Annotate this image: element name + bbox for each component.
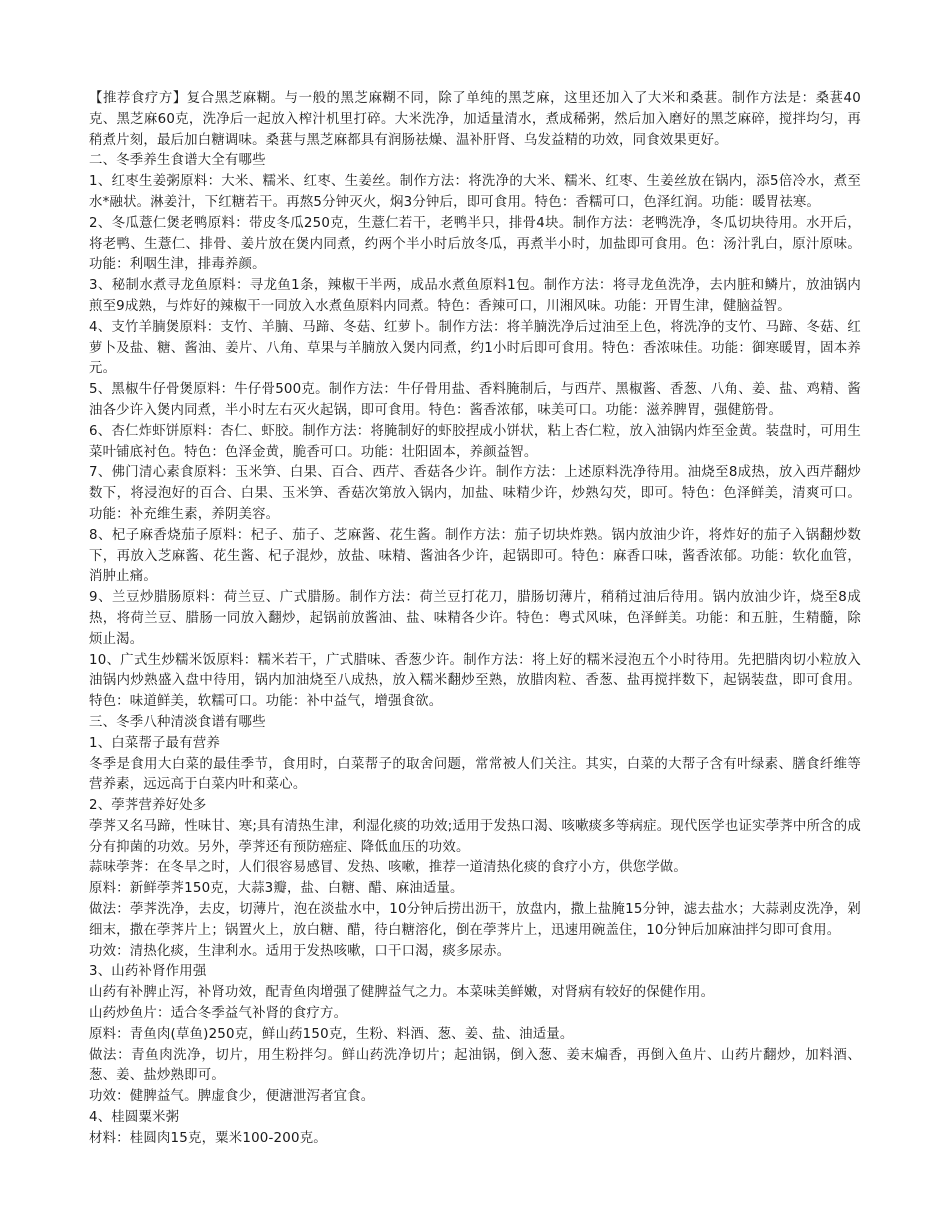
paragraph-cabbage: 冬季是食用大白菜的最佳季节，食用时，白菜帮子的取舍问题，常常被人们关注。其实，白菜的大帮子含有叶绿素、膳食纤维等营养素，远远高于白菜内叶和菜心。 bbox=[89, 756, 861, 793]
paragraph-yam: 山药有补脾止泻，补肾功效，配青鱼肉增强了健脾益气之力。本菜味美鲜嫩，对肾病有较好的保健作用。 bbox=[89, 985, 715, 1001]
recipe-item-1: 1、红枣生姜粥原料：大米、糯米、红枣、生姜丝。制作方法：将洗净的大米、糯米、红枣、生姜丝放在锅内，添5倍冷水，煮至水*融状。淋姜汁，下红糖若干。再熬5分钟灭火，焖3分钟后，即可食用。特色：香糯可口，色泽红润。功能：暖胃祛寒。 bbox=[89, 174, 861, 210]
recipe-item-5: 5、黑椒牛仔骨煲原料：牛仔骨500克。制作方法：牛仔骨用盐、香料腌制后，与西芹、黑椒酱、香葱、八角、姜、盐、鸡精、酱油各少许入煲内同煮，半小时左右灭火起锅，即可食用。特色：酱香浓郁，味美可口。功能：滋养脾胃，强健筋骨。 bbox=[89, 382, 861, 418]
recipe-item-3: 3、秘制水煮寻龙鱼原料：寻龙鱼1条，辣椒干半两，成品水煮鱼原料1包。制作方法：将寻龙鱼洗净，去内脏和鳞片，放油锅内煎至9成熟，与炸好的辣椒干一同放入水煮鱼原料内同煮。特色：香辣可口，川湘风味。功能：开胃生津，健脑益智。 bbox=[89, 278, 861, 314]
subheading-cabbage: 1、白菜帮子最有营养 bbox=[89, 735, 221, 751]
document-body bbox=[89, 89, 861, 1150]
paragraph-method-2: 做法：青鱼肉洗净，切片，用生粉拌匀。鲜山药洗净切片；起油锅，倒入葱、姜末煸香，再倒入鱼片、山药片翻炒，加料酒、葱、姜、盐炒熟即可。 bbox=[89, 1047, 861, 1084]
section-heading-winter-recipes: 二、冬季养生食谱大全有哪些 bbox=[89, 153, 266, 169]
paragraph-recommended-remedy: 【推荐食疗方】复合黑芝麻糊。与一般的黑芝麻糊不同，除了单纯的黑芝麻，这里还加入了大米和桑葚。制作方法是：桑葚40克、黑芝麻60克，洗净后一起放入榨汁机里打碎。大米洗净，加适量清水，煮成稀粥，然后加入磨好的黑芝麻碎，搅拌均匀，再稍煮片刻，最后加白糖调味。桑葚与黑芝麻都具有润肠祛燥、温补肝肾、乌发益精的功效，同食效果更好。 bbox=[89, 91, 861, 148]
paragraph-water-chestnut: 荸荠又名马蹄，性味甘、寒;具有清热生津，利湿化痰的功效;适用于发热口渴、咳嗽痰多等病症。现代医学也证实荸荠中所含的成分有抑菌的功效。另外，荸荠还有预防癌症、降低血压的功效。 bbox=[89, 818, 861, 855]
recipe-item-2: 2、冬瓜薏仁煲老鸭原料：带皮冬瓜250克，生薏仁若干，老鸭半只，排骨4块。制作方法：老鸭洗净，冬瓜切块待用。水开后，将老鸭、生薏仁、排骨、姜片放在煲内同煮，约两个半小时后放冬瓜，再煮半小时，加盐即可食用。色：汤汁乳白，原汁原味。功能：利咽生津，排毒养颜。 bbox=[89, 215, 861, 273]
subheading-longan-porridge: 4、桂圆粟米粥 bbox=[89, 1110, 180, 1126]
paragraph-effect-2: 功效：健脾益气。脾虚食少，便溏泄泻者宜食。 bbox=[89, 1089, 375, 1105]
paragraph-materials: 材料：桂圆肉15克，粟米100-200克。 bbox=[89, 1130, 327, 1146]
recipe-item-9: 9、兰豆炒腊肠原料：荷兰豆、广式腊肠。制作方法：荷兰豆打花刀，腊肠切薄片，稍稍过油后待用。锅内放油少许，烧至8成热，将荷兰豆、腊肠一同放入翻炒，起锅前放酱油、盐、味精各少许。特色：粤式风味，色泽鲜美。功能：和五脏，生精髓，除烦止渴。 bbox=[89, 590, 861, 647]
subheading-yam: 3、山药补肾作用强 bbox=[89, 964, 207, 980]
paragraph-method-1: 做法：荸荠洗净，去皮，切薄片，泡在淡盐水中，10分钟后捞出沥干，放盘内，撒上盐腌15分钟，滤去盐水；大蒜剥皮洗净，剁细末，撒在荸荠片上；锅置火上，放白糖、醋，待白糖溶化，倒在荸荠片上，迅速用碗盖住，10分钟后加麻油拌匀即可食用。 bbox=[89, 902, 861, 938]
recipe-item-8: 8、杞子麻香烧茄子原料：杞子、茄子、芝麻酱、花生酱。制作方法：茄子切块炸熟。锅内放油少许，将炸好的茄子入锅翻炒数下，再放入芝麻酱、花生酱、杞子混炒，放盐、味精、酱油各少许，起锅即可。特色：麻香口味，酱香浓郁。功能：软化血管，消肿止痛。 bbox=[89, 527, 861, 585]
paragraph-ingredients-1: 原料：新鲜荸荠150克，大蒜3瓣，盐、白糖、醋、麻油适量。 bbox=[89, 881, 464, 897]
paragraph-ingredients-2: 原料：青鱼肉(草鱼)250克，鲜山药150克，生粉、料酒、葱、姜、盐、油适量。 bbox=[89, 1026, 574, 1042]
subheading-water-chestnut: 2、荸荠营养好处多 bbox=[89, 798, 207, 814]
recipe-item-6: 6、杏仁炸虾饼原料：杏仁、虾胶。制作方法：将腌制好的虾胶捏成小饼状，粘上杏仁粒，放入油锅内炸至金黄。装盘时，可用生菜叶铺底衬色。特色：色泽金黄，脆香可口。功能：壮阳固本，养颜益智。 bbox=[89, 423, 861, 460]
paragraph-effect-1: 功效：清热化痰，生津利水。适用于发热咳嗽，口干口渴，痰多尿赤。 bbox=[89, 943, 511, 959]
section-heading-light-recipes: 三、冬季八种清淡食谱有哪些 bbox=[89, 714, 266, 730]
paragraph-garlic-water-chestnut: 蒜味荸荠：在冬旱之时，人们很容易感冒、发热、咳嗽，推荐一道清热化痰的食疗小方，供您学做。 bbox=[89, 860, 687, 876]
recipe-item-4: 4、支竹羊腩煲原料：支竹、羊腩、马蹄、冬菇、红萝卜。制作方法：将羊腩洗净后过油至上色，将洗净的支竹、马蹄、冬菇、红萝卜及盐、糖、酱油、姜片、八角、草果与羊腩放入煲内同煮，约1小时后即可食用。特色：香浓味佳。功能：御寒暖胃，固本养元。 bbox=[89, 319, 861, 377]
paragraph-yam-fish: 山药炒鱼片：适合冬季益气补肾的食疗方。 bbox=[89, 1006, 348, 1022]
recipe-item-7: 7、佛门清心素食原料：玉米笋、白果、百合、西芹、香菇各少许。制作方法：上述原料洗净待用。油烧至8成热，放入西芹翻炒数下，将浸泡好的百合、白果、玉米笋、香菇次第放入锅内，加盐、味精少许，炒熟勾芡，即可。特色：色泽鲜美，清爽可口。功能：补充维生素，养阴美容。 bbox=[89, 465, 861, 522]
recipe-item-10: 10、广式生炒糯米饭原料：糯米若干，广式腊味、香葱少许。制作方法：将上好的糯米浸泡五个小时待用。先把腊肉切小粒放入油锅内炒熟盛入盘中待用，锅内加油烧至八成热，放入糯米翻炒至熟，放腊肉粒、香葱、盐再搅拌数下，起锅装盘，即可食用。特色：味道鲜美，软糯可口。功能：补中益气，增强食欲。 bbox=[89, 652, 861, 710]
